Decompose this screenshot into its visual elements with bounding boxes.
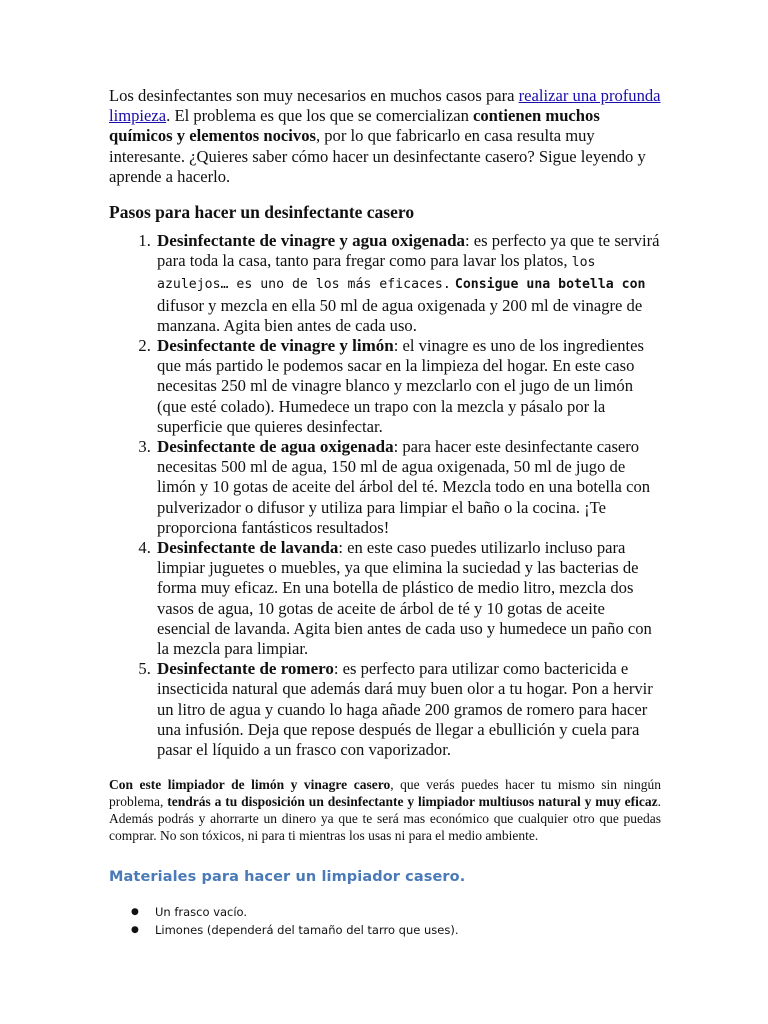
step-text: : para hacer este desinfectante casero necesitas 500 ml de agua, 150 ml de agua oxigenada, 50 ml de jugo de limón y 10 gotas de aceite del árbol del té. Mezcla todo en una botella con pulverizador o difusor y utiliza para limpiar el baño o la cocina. ¡Te proporciona fantásticos resultados! <box>157 437 651 537</box>
step-title: Desinfectante de lavanda <box>157 538 339 558</box>
steps-list <box>109 231 661 760</box>
step-title: Desinfectante de agua oxigenada <box>157 437 394 457</box>
intro-text-2: . El problema es que los que se comercializan <box>166 106 474 126</box>
step-text-alt-bold: Consigue una botella con <box>454 277 646 293</box>
step-text: : es perfecto para utilizar como bactericida e insecticida natural que además dará muy buen olor a tu hogar. Pon a hervir un litro de agua y cuando lo haga añade 200 gramos de romero para hacer una infusión. Deja que repose después de llegar a ebullición y cuela para pasar el líquido a un frasco con vaporizador. <box>157 659 653 760</box>
summary-text-2: . Además podrás y ahorrarte un dinero ya que te será mas económico que cualquier otro que puedas comprar. No son tóxicos, ni para ti mientras los usas ni para el medio ambiente. <box>109 794 661 844</box>
steps-heading: Pasos para hacer un desinfectante casero <box>109 202 415 223</box>
step-title: Desinfectante de vinagre y limón <box>157 336 394 356</box>
step-text: : en este caso puedes utilizarlo incluso para limpiar juguetes o muebles, ya que elimina la suciedad y las bacterias de forma muy eficaz. En una botella de plástico de medio litro, mezcla dos vasos de agua, 10 gotas de aceite de árbol de té y 10 gotas de aceite esencial de lavanda. Agita bien antes de cada uso y humedece un paño con la mezcla para limpiar. <box>157 538 652 659</box>
summary-bold-1: Con este limpiador de limón y vinagre casero <box>109 777 391 793</box>
step-item-1 <box>155 231 661 336</box>
summary-bold-2: tendrás a tu disposición un desinfectante y limpiador multiusos natural y muy eficaz <box>167 794 658 810</box>
step-title: Desinfectante de vinagre y agua oxigenada <box>157 231 466 251</box>
materials-list <box>109 903 661 939</box>
step-text: difusor y mezcla en ella 50 ml de agua oxigenada y 200 ml de vinagre de manzana. Agita bien antes de cada uso. <box>157 295 643 335</box>
step-item-3 <box>155 437 661 538</box>
step-item-5 <box>155 659 661 760</box>
step-title: Desinfectante de romero <box>157 659 334 679</box>
step-item-2 <box>155 336 661 437</box>
summary-text-1: , que verás puedes hacer tu mismo sin ningún problema, <box>109 777 661 810</box>
step-text-alt: los azulejos… es uno de los más eficaces. <box>157 255 596 293</box>
step-text: : es perfecto ya que te servirá para toda la casa, tanto para fregar como para lavar los platos, <box>157 231 660 271</box>
intro-bold: contienen muchos químicos y elementos nocivos <box>109 106 600 146</box>
intro-paragraph <box>109 86 661 187</box>
intro-text-1: Los desinfectantes son muy necesarios en muchos casos para <box>109 86 519 105</box>
document-page <box>109 86 661 939</box>
materials-item: ● Limones (dependerá del tamaño del tarro que uses). <box>155 921 661 939</box>
profunda-limpieza-link[interactable]: realizar una profunda limpieza <box>109 86 661 126</box>
summary-paragraph <box>109 776 661 844</box>
step-item-4 <box>155 538 661 659</box>
intro-text-3: , por lo que fabricarlo en casa resulta muy interesante. ¿Quieres saber cómo hacer un desinfectante casero? Sigue leyendo y aprende a hacerlo. <box>109 126 646 186</box>
materials-heading: Materiales para hacer un limpiador casero. <box>109 869 466 886</box>
materials-item: ● Un frasco vacío. <box>155 903 661 921</box>
step-text: : el vinagre es uno de los ingredientes que más partido le podemos sacar en la limpieza del hogar. En este caso necesitas 250 ml de vinagre blanco y mezclarlo con el jugo de un limón (que esté colado). Humedece un trapo con la mezcla y pásalo por la superficie que quieres desinfectar. <box>157 336 644 436</box>
